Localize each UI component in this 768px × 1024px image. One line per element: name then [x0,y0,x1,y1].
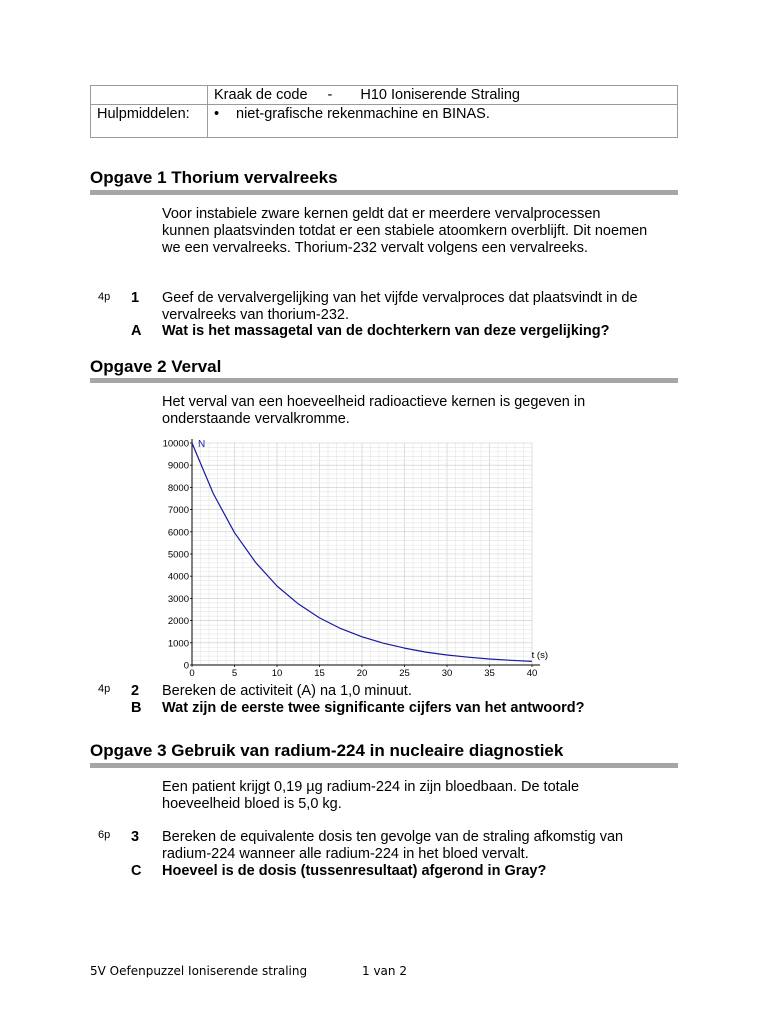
header-table [90,85,678,138]
header-title-separator: - [327,87,333,103]
tools-label: Hulpmiddelen: [91,105,208,138]
header-title-part2: H10 Ioniserende Straling [360,87,520,103]
x-tick-label: 0 [189,668,195,679]
q2-code-letter: B [131,700,142,716]
q3-code-letter: C [131,863,142,879]
chart-x-axis-label: t (s) [531,650,548,661]
q1-task: Geef de vervalvergelijking van het vijfde vervalproces dat plaatsvindt in de vervalreeks van thorium-232. [162,290,638,323]
footer-page-number: 1 van 2 [362,964,407,978]
header-row-tools [91,105,678,138]
q2-points: 4p [98,683,111,695]
bullet-icon: • [214,106,220,122]
q3-intro: Een patient krijgt 0,19 µg radium-224 in zijn bloedbaan. De totale hoeveelheid bloed is 5,0 kg. [162,779,580,812]
y-tick-label: 3000 [167,593,189,605]
q3-points: 6p [98,829,111,841]
header-empty-cell [91,86,208,105]
q1-heading-rule [90,190,678,195]
y-tick-label: 2000 [167,616,189,628]
header-row-title [91,86,678,105]
y-tick-label: 10000 [162,438,189,450]
q3-task: Bereken de equivalente dosis ten gevolge van de straling afkomstig van radium-224 wanneer alle radium-224 in het bloed vervalt. [162,829,624,862]
y-tick-label: 0 [183,660,189,672]
q1-number: 1 [131,290,140,306]
chart-axes [192,439,540,665]
header-title-cell [208,86,678,105]
x-tick-label: 35 [484,668,495,679]
x-tick-label: 25 [399,668,410,679]
footer-title: 5V Oefenpuzzel Ioniserende straling [90,964,308,978]
tools-value-cell [208,105,678,138]
q1-points: 4p [98,291,111,303]
q3-code-question: Hoeveel is de dosis (tussenresultaat) afgerond in Gray? [162,863,547,879]
q2-code-question: Wat zijn de eerste twee significante cijfers van het antwoord? [162,700,585,716]
y-tick-label: 9000 [167,460,189,472]
q2-intro: Het verval van een hoeveelheid radioactieve kernen is gegeven in onderstaande vervalkromme. [162,394,586,427]
decay-chart [150,430,560,680]
y-tick-label: 4000 [167,571,189,583]
q1-code-question: Wat is het massagetal van de dochterkern van deze vergelijking? [162,323,610,339]
q1-heading: Opgave 1 Thorium vervalreeks [90,168,338,187]
y-tick-label: 6000 [167,527,189,539]
chart-grid [192,443,532,665]
q2-heading: Opgave 2 Verval [90,357,222,376]
q1-code-letter: A [131,323,142,339]
x-tick-label: 10 [271,668,283,679]
y-tick-label: 8000 [167,482,189,494]
header-title-part1: Kraak de code [214,87,308,103]
q3-heading: Opgave 3 Gebruik van radium-224 in nucleaire diagnostiek [90,741,564,760]
y-tick-label: 7000 [167,505,189,517]
x-tick-label: 15 [314,668,325,679]
q3-number: 3 [131,829,140,845]
x-tick-label: 40 [526,668,538,679]
q2-number: 2 [131,683,140,699]
y-tick-label: 5000 [167,549,189,561]
tools-value: niet-grafische rekenmachine en BINAS. [236,106,490,122]
q3-heading-rule [90,763,678,768]
chart-y-axis-label: N [198,439,206,450]
x-tick-label: 5 [231,668,238,679]
x-tick-label: 30 [441,668,453,679]
y-tick-label: 1000 [167,638,189,650]
q1-intro: Voor instabiele zware kernen geldt dat er meerdere vervalprocessen kunnen plaatsvinden totdat er een stabiele atoomkern overblijft. Dit noemen we een vervalreeks. Thorium-232 vervalt volgens een vervalreeks. [162,206,648,256]
q2-task: Bereken de activiteit (A) na 1,0 minuut. [162,683,412,699]
q2-heading-rule [90,378,678,383]
x-tick-label: 20 [356,668,368,679]
